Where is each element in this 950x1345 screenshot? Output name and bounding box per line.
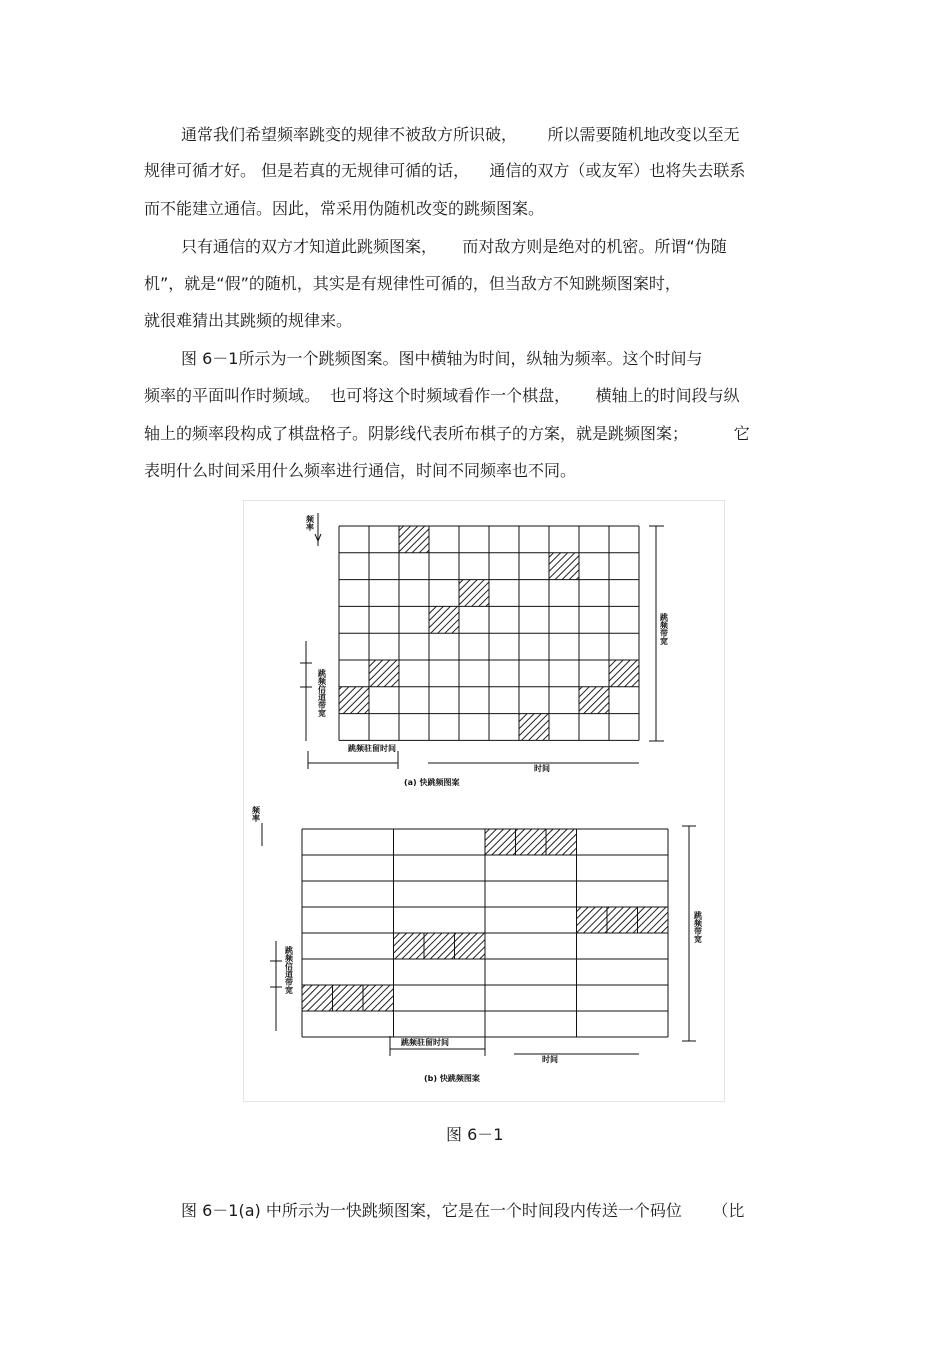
para3-line2: 频率的平面叫作时频域。 也可将这个时频域看作一个棋盘， 横轴上的时间段与纵 — [144, 386, 740, 405]
a-time-label: 时间 — [534, 764, 550, 773]
hatched-cell — [579, 687, 609, 714]
a-freq-label: 频率 — [305, 515, 315, 531]
a-caption: (a) 快跳频图案 — [404, 778, 460, 787]
para1-line2: 规律可循才好。 但是若真的无规律可循的话， 通信的双方（或友军）也将失去联系 — [144, 161, 746, 180]
bottom-paragraph-line: 图 6－1(a) 中所示为一快跳频图案，它是在一个时间段内传送一个码位 （比 — [181, 1201, 745, 1220]
a-channel-label: 跳频信道带宽 — [317, 669, 327, 717]
b-freq-label: 频率 — [251, 806, 261, 822]
b-time-label: 时间 — [542, 1055, 558, 1064]
hatched-cell — [429, 606, 459, 633]
hopping-patterns-diagram — [244, 501, 724, 1101]
a-dwell-label: 跳频驻留时间 — [348, 744, 396, 753]
para1-line1: 通常我们希望频率跳变的规律不被敌方所识破， 所以需要随机地改变以至无 — [181, 125, 740, 144]
hatched-cell — [519, 714, 549, 741]
b-bandwidth-label: 跳频带宽 — [693, 911, 703, 943]
b-channel-label: 跳频信道带宽 — [284, 946, 294, 994]
para3-line4: 表明什么时间采用什么频率进行通信，时间不同频率也不同。 — [144, 461, 577, 480]
hatched-cell — [459, 580, 489, 607]
grid-b — [302, 829, 668, 1037]
para2-line3: 就很难猜出其跳频的规律来。 — [144, 311, 353, 330]
figure-caption: 图 6－1 — [446, 1125, 504, 1144]
para2-line1: 只有通信的双方才知道此跳频图案， 而对敌方则是绝对的机密。所谓“伪随 — [181, 237, 727, 256]
para1-line3: 而不能建立通信。因此，常采用伪随机改变的跳频图案。 — [144, 199, 545, 218]
hatched-cell — [549, 553, 579, 580]
para2-line2: 机”，就是“假”的随机，其实是有规律性可循的，但当敌方不知跳频图案时， — [144, 274, 681, 293]
b-caption: (b) 快跳频图案 — [424, 1074, 480, 1083]
hatched-cell — [577, 907, 669, 933]
hatched-cell — [394, 933, 486, 959]
para3-line1: 图 6－1所示为一个跳频图案。图中横轴为时间，纵轴为频率。这个时间与 — [181, 349, 703, 368]
b-dwell-label: 跳频驻留时间 — [401, 1038, 449, 1047]
para3-line3: 轴上的频率段构成了棋盘格子。阴影线代表所布棋子的方案，就是跳频图案； 它 — [144, 424, 750, 443]
hatched-cell — [302, 985, 394, 1011]
hatched-cell — [399, 526, 429, 553]
grid-a — [339, 526, 639, 740]
hatched-cell — [485, 829, 577, 855]
hatched-cell — [609, 660, 639, 687]
frequency-hopping-figure — [243, 500, 725, 1102]
hatched-cell — [369, 660, 399, 687]
hatched-cell — [339, 687, 369, 714]
a-bandwidth-label: 跳频带宽 — [659, 613, 669, 645]
